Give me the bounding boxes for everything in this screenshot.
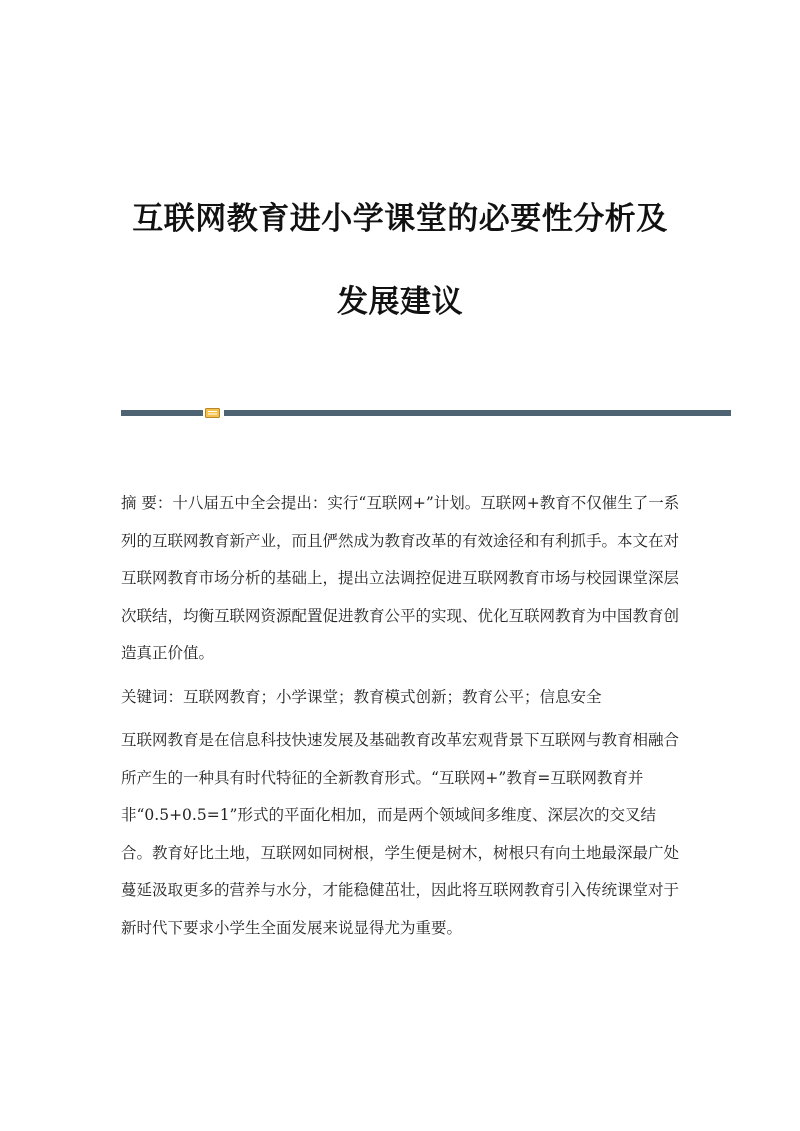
document-icon	[205, 408, 220, 418]
article-content	[121, 485, 681, 947]
title-divider	[121, 408, 731, 418]
body-paragraph-1: 互联网教育是在信息科技快速发展及基础教育改革宏观背景下互联网与教育相融合所产生的一种具有时代特征的全新教育形式。“互联网+”教育=互联网教育并非“0.5+0.5=1”形式的平面化相加，而是两个领域间多维度、深层次的交叉结合。教育好比土地，互联网如同树根，学生便是树木，树根只有向土地最深最广处蔓延汲取更多的营养与水分，才能稳健茁壮，因此将互联网教育引入传统课堂对于新时代下要求小学生全面发展来说显得尤为重要。	[121, 731, 680, 937]
abstract-paragraph: 摘 要：十八届五中全会提出：实行“互联网+”计划。互联网+教育不仅催生了一系列的互联网教育新产业，而且俨然成为教育改革的有效途径和有利抓手。本文在对互联网教育市场分析的基础上，提出立法调控促进互联网教育市场与校园课堂深层次联结，均衡互联网资源配置促进教育公平的实现、优化互联网教育为中国教育创造真正价值。	[121, 494, 680, 662]
keywords-line: 关键词：互联网教育；小学课堂；教育模式创新；教育公平；信息安全	[121, 687, 602, 706]
page-title-line-2: 发展建议	[337, 284, 463, 320]
divider-bar-left	[121, 410, 203, 416]
divider-bar-right	[224, 410, 731, 416]
page-title-line-1: 互联网教育进小学课堂的必要性分析及	[132, 201, 668, 237]
